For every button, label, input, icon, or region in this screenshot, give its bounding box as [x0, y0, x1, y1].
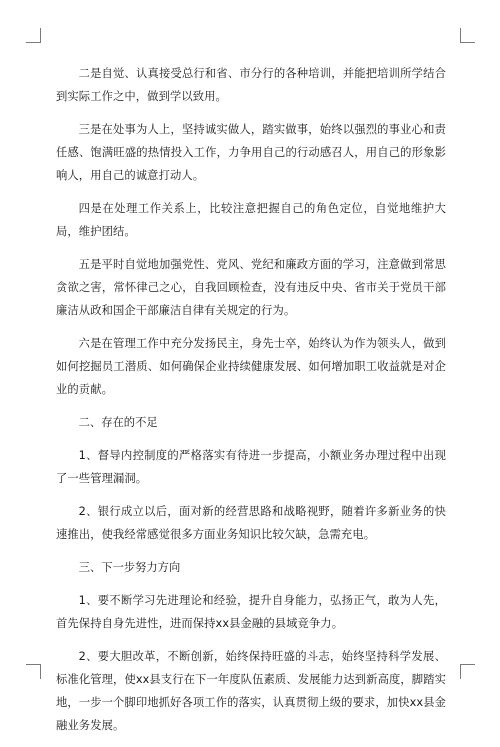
paragraph-next-step-2: 2、要大胆改革，不断创新，始终保持旺盛的斗志，始终坚持科学发展、标准化管理，使xx县支行在下一年度队伍素质、发展能力达到新高度，脚踏实地，一步一个脚印地抓好各项工作的落实，认真贯彻上级的要求，加快xx县金融业务发展。: [56, 650, 446, 732]
crop-mark-bottom-left: [26, 664, 41, 679]
section-heading-shortcomings: 二、存在的不足: [78, 416, 158, 429]
section-heading-next-steps: 三、下一步努力方向: [78, 561, 181, 574]
paragraph-relations: 四是在处理工作关系上，比较注意把握自己的角色定位，自觉地维护大局，维护团结。: [56, 202, 446, 238]
paragraph-training: 二是自觉、认真接受总行和省、市分行的各种培训，并能把培训所学结合到实际工作之中，做到学以致用。: [56, 67, 446, 103]
paragraph-conduct: 三是在处事为人上，坚持诚实做人，踏实做事，始终以强烈的事业心和责任感、饱满旺盛的热情投入工作，力争用自己的行动感召人，用自己的形象影响人，用自己的诚意打动人。: [56, 123, 446, 182]
paragraph-management: 六是在管理工作中充分发扬民主，身先士卒，始终认为作为领头人，做到如何挖掘员工潜质、如何确保企业持续健康发展、如何增加职工收益就是对企业的贡献。: [56, 337, 446, 396]
crop-mark-top-left: [26, 28, 41, 43]
paragraph-shortcoming-1: 1、督导内控制度的严格落实有待进一步提高，小额业务办理过程中出现了一些管理漏洞。: [56, 449, 446, 485]
crop-mark-top-right: [460, 28, 475, 43]
paragraph-integrity: 五是平时自觉地加强党性、党风、党纪和廉政方面的学习，注意做到常思贪欲之害，常怀律己之心，自我回顾检查，没有违反中央、省市关于党员干部廉洁从政和国企干部廉洁自律有关规定的行为。: [56, 258, 446, 317]
paragraph-shortcoming-2: 2、银行成立以后，面对新的经营思路和战略视野，随着许多新业务的快速推出，使我经常感觉很多方面业务知识比较欠缺，急需充电。: [56, 505, 446, 541]
crop-mark-bottom-right: [460, 664, 475, 679]
paragraph-next-step-1: 1、要不断学习先进理论和经验，提升自身能力，弘扬正气，敢为人先，首先保持自身先进性，进而保持xx县金融的县域竞争力。: [56, 594, 446, 630]
document-body: [56, 62, 446, 747]
